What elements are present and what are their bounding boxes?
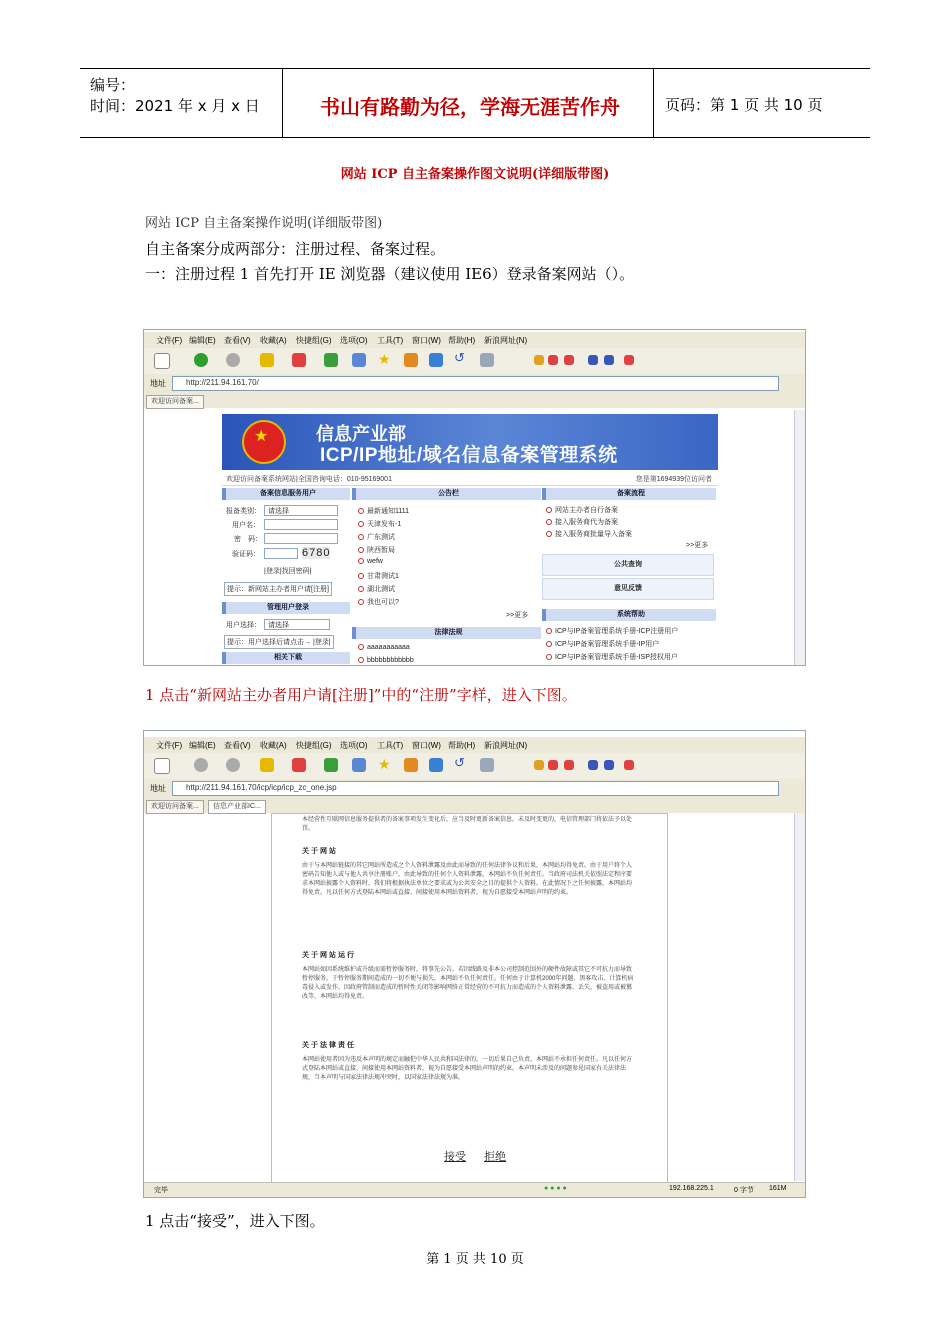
toolbar: [144, 348, 805, 375]
address-bar: [144, 374, 805, 393]
help-item[interactable]: [546, 652, 678, 662]
login-links[interactable]: |登录|找回密码|: [264, 568, 312, 575]
back-icon[interactable]: [194, 758, 208, 772]
tab-strip: [144, 797, 805, 813]
menu-item[interactable]: 查看(V): [224, 741, 251, 750]
tabs-icon[interactable]: [480, 758, 494, 772]
motto: 书山有路勤为径，学海无涯苦作舟: [320, 95, 620, 119]
group-icon[interactable]: [564, 355, 574, 365]
stop-icon[interactable]: [292, 758, 306, 772]
accept-button[interactable]: 接受: [444, 1151, 466, 1163]
bullet-icon: [546, 507, 552, 513]
law-title: 法律法规: [352, 627, 541, 639]
group-icon[interactable]: [548, 760, 558, 770]
menu-bar: [144, 332, 805, 348]
public-query-button[interactable]: 公共查询: [542, 554, 714, 576]
menu-item[interactable]: 编辑(E): [189, 336, 216, 345]
notice-item-label: 陕西暂局: [367, 547, 395, 554]
captcha-input[interactable]: [264, 548, 298, 559]
group-icon[interactable]: [564, 760, 574, 770]
law-item-label: aaaaaaaaaaa: [367, 644, 410, 651]
group-icon[interactable]: [588, 760, 598, 770]
up-icon[interactable]: [260, 758, 274, 772]
download-title: 相关下载: [222, 652, 350, 664]
bullet-icon: [358, 586, 364, 592]
bullet-icon: [546, 641, 552, 647]
register-hint[interactable]: 提示：新网站主办者用户请[注册]: [224, 582, 332, 596]
stop-icon[interactable]: [292, 353, 306, 367]
group-icon[interactable]: [604, 760, 614, 770]
notice-item[interactable]: [358, 571, 399, 581]
time-label: 时间：2021 年 x 月 x 日: [90, 97, 260, 115]
field-label: 验证码：: [232, 551, 260, 558]
scrollbar[interactable]: [794, 813, 805, 1181]
star-icon: ★: [254, 428, 269, 445]
captcha-image: 6780: [302, 547, 331, 559]
toolbar: [144, 753, 805, 780]
undo-icon[interactable]: ↺: [454, 350, 465, 365]
group-icon[interactable]: [534, 355, 544, 365]
menu-item[interactable]: 快捷组(G): [296, 336, 332, 345]
page-footer: 第 1 页 共 10 页: [426, 1252, 524, 1267]
header-divider: [282, 69, 283, 137]
notice-item[interactable]: [358, 584, 395, 594]
caption: 1 点击“新网站主办者用户请[注册]”中的“注册”字样，进入下图。: [145, 686, 577, 704]
address-label: 地址: [150, 379, 166, 388]
history-icon[interactable]: [404, 758, 418, 772]
flow-item-label: 接入服务商代为备案: [555, 519, 618, 526]
number-label: 编号：: [90, 76, 136, 94]
password-input[interactable]: [264, 533, 338, 544]
menu-item[interactable]: 帮助(H): [448, 741, 476, 750]
section-heading: 关于网站: [302, 848, 338, 855]
forward-icon[interactable]: [226, 758, 240, 772]
address-input[interactable]: [172, 376, 779, 391]
menu-item[interactable]: 帮助(H): [448, 336, 476, 345]
status-speed: 161M: [769, 1185, 787, 1192]
notice-item-label: 天津发布-1: [367, 521, 402, 528]
admin-hint: 提示：用户选择后请点击→ |登录|: [224, 635, 334, 649]
section-text: 由于与本网站链接的其它网站所造成之个人资料泄露及由此而导致的任何法律争议和后果，本网站均得免责。由于用户将个人密码告知他人或与他人共享注册账户，由此导致的任何个人资料泄露，本网站不负任何责任。当政府司法机关依照法定程序要求本网站披露个人资料时，我们将根据执法单位之要求或为公共安全之目的提供个人资料。在此情况下之任何披露，本网站均得免责。凡以任何方式登陆本网站或直接、间接使用本网站资料者，视为自愿接受本网站声明的约束。: [302, 863, 633, 896]
visitor-count: 您是第1694939位访问者: [635, 476, 712, 483]
history-icon[interactable]: [404, 353, 418, 367]
menu-item[interactable]: 查看(V): [224, 336, 251, 345]
notice-item-label: 最新通知1111: [367, 508, 410, 515]
scrollbar[interactable]: [794, 410, 805, 665]
address-url: http://211.94.161.70/: [186, 378, 259, 387]
status-text: 完毕: [154, 1187, 168, 1194]
header-meta: [90, 75, 260, 117]
status-icons: ● ● ● ●: [544, 1185, 567, 1192]
favorites-icon[interactable]: ★: [378, 351, 391, 367]
section-text: 本网站如因系统维护或升级而需暂停服务时，将事先公告。若因线路及非本公司控制范围外的硬件故障或其它不可抗力而导致暂停服务，于暂停服务期间造成的一切不便与损失，本网站不负任何责任。任何由于计算机2000年问题、黑客攻击、计算机病毒侵入或发作、因政府管制而造成的暂时性关闭等影响网络正常经营的不可抗力而造成的个人资料泄露、丢失、被盗用或被篡改等，本网站均得免责。: [302, 967, 634, 1000]
menu-bar: [144, 737, 805, 753]
tab-strip: [144, 392, 805, 408]
flow-item-label: 网站主办者自行备案: [555, 507, 618, 514]
group-icon[interactable]: [604, 355, 614, 365]
bullet-icon: [358, 534, 364, 540]
bullet-icon: [358, 657, 364, 663]
login-panel-title: 备案信息服务用户: [222, 488, 350, 500]
group-icon[interactable]: [534, 760, 544, 770]
browser-tab[interactable]: 欢迎访问备案...: [146, 395, 204, 409]
close-icon[interactable]: [624, 760, 634, 770]
document-title: 网站 ICP 自主备案操作图文说明(详细版带图): [340, 167, 610, 182]
bullet-icon: [358, 599, 364, 605]
banner-title: 信息产业部: [316, 424, 406, 444]
admin-panel-title: 管理用户登录: [222, 602, 350, 614]
notice-item-label: 甘肃测试1: [367, 573, 399, 580]
agreement-intro: 本经营性互联网信息服务提供者的备案事项发生变化后，应当及时更新备案信息。未及时变更的，电信管理部门将依法予以处罚。: [302, 817, 633, 832]
notice-item[interactable]: [358, 506, 409, 516]
menu-item[interactable]: 工具(T): [377, 336, 404, 345]
help-title: 系统帮助: [542, 609, 716, 621]
section-text: 本网站使用者因为违反本声明的规定而触犯中华人民共和国法律的，一切后果自己负责，本网站不承担任何责任。凡以任何方式登陆本网站或直接、间接使用本网站资料者，视为自愿接受本网站声明的约束。本声明未涉及的问题参见国家有关法律法规，当本声明与国家法律法规冲突时，以国家法律法规为准。: [302, 1057, 633, 1081]
status-ip: 192.168.225.1: [669, 1185, 714, 1192]
field-label: 报备类别：: [226, 508, 261, 515]
browser-tab[interactable]: 欢迎访问备案...: [146, 800, 204, 814]
law-item[interactable]: [358, 644, 410, 651]
bullet-icon: [546, 519, 552, 525]
forward-icon[interactable]: [226, 353, 240, 367]
menu-item[interactable]: 文件(F): [156, 336, 183, 345]
law-item-label: bbbbbbbbbbbb: [367, 657, 414, 664]
notice-item-label: wefw: [367, 558, 383, 565]
menu-item[interactable]: 快捷组(G): [296, 741, 332, 750]
field-label: 密 码：: [234, 536, 262, 543]
back-icon[interactable]: [194, 353, 208, 367]
welcome-text: 欢迎访问备案系统网站|全国咨询电话：010-95169001: [226, 476, 392, 483]
flow-item[interactable]: [546, 529, 632, 539]
notice-item-label: 广东测试: [367, 534, 395, 541]
bullet-icon: [358, 508, 364, 514]
notice-item[interactable]: [358, 519, 401, 529]
flow-title: 备案流程: [542, 488, 716, 500]
intro-line: 一：注册过程 1 首先打开 IE 浏览器（建议使用 IE6）登录备案网站（）。: [145, 265, 635, 283]
flow-item[interactable]: [546, 505, 618, 515]
field-label: 用户选择：: [226, 622, 261, 629]
bullet-icon: [358, 521, 364, 527]
intro-line: 自主备案分成两部分：注册过程、备案过程。: [145, 240, 446, 258]
reject-button[interactable]: 拒绝: [484, 1151, 506, 1163]
notice-item[interactable]: [358, 545, 395, 555]
page-info: 页码：第 1 页 共 10 页: [665, 96, 823, 114]
refresh-icon[interactable]: [324, 353, 338, 367]
new-page-icon[interactable]: [154, 758, 170, 774]
section-heading: 关于法律责任: [302, 1042, 356, 1049]
status-bytes: 0 字节: [734, 1187, 754, 1194]
bullet-icon: [358, 547, 364, 553]
header-divider: [653, 69, 654, 137]
address-label: 地址: [150, 784, 166, 793]
help-item-label: ICP与IP备案管理系统手册-ICP注册用户: [555, 628, 679, 635]
notice-item-label: 我也可以?: [367, 599, 399, 606]
menu-item[interactable]: 选项(O): [340, 741, 368, 750]
intro-line: 网站 ICP 自主备案操作说明(详细版带图): [145, 216, 383, 231]
caption: 1 点击“接受”，进入下图。: [145, 1212, 325, 1230]
section-heading: 关于网站运行: [302, 952, 356, 959]
bullet-icon: [546, 654, 552, 660]
help-item[interactable]: [546, 626, 678, 636]
header-table: [80, 68, 870, 138]
menu-item[interactable]: 窗口(W): [412, 336, 441, 345]
notice-item[interactable]: [358, 558, 383, 565]
flow-item[interactable]: [546, 517, 618, 527]
mail-icon[interactable]: [429, 353, 443, 367]
help-item-label: ICP与IP备案管理系统手册-IP用户: [555, 641, 660, 648]
tabs-icon[interactable]: [480, 353, 494, 367]
address-url: http://211.94.161.70/icp/icp/icp_zc_one.jsp: [186, 783, 337, 792]
menu-item[interactable]: 新浪网址(N): [484, 336, 528, 345]
info-line: [222, 471, 718, 486]
bullet-icon: [546, 531, 552, 537]
bullet-icon: [358, 573, 364, 579]
status-bar: [144, 1182, 805, 1197]
bullet-icon: [358, 558, 364, 564]
agreement-panel: [271, 813, 668, 1183]
more-link[interactable]: >>更多: [506, 612, 529, 619]
more-link[interactable]: >>更多: [686, 542, 709, 549]
group-icon[interactable]: [548, 355, 558, 365]
screenshot-agreement: [143, 730, 806, 1198]
help-item[interactable]: [546, 639, 659, 649]
undo-icon[interactable]: ↺: [454, 755, 465, 770]
bullet-icon: [546, 628, 552, 634]
help-item-label: ICP与IP备案管理系统手册-ISP授权用户: [555, 654, 678, 661]
notice-item[interactable]: [358, 532, 395, 542]
banner-subtitle: ICP/IP地址/域名信息备案管理系统: [320, 445, 618, 466]
notice-item[interactable]: [358, 597, 399, 607]
menu-item[interactable]: 文件(F): [156, 741, 183, 750]
group-icon[interactable]: [588, 355, 598, 365]
menu-item[interactable]: 工具(T): [377, 741, 404, 750]
feedback-button[interactable]: 意见反馈: [542, 578, 714, 600]
browser-tab-active[interactable]: 信息产业部IC...: [208, 800, 266, 814]
law-item[interactable]: [358, 657, 414, 664]
menu-item[interactable]: 收藏(A): [260, 741, 287, 750]
select-placeholder: 请选择: [268, 622, 289, 629]
screenshot-homepage: [143, 329, 806, 666]
username-input[interactable]: [264, 519, 338, 530]
menu-item[interactable]: 编辑(E): [189, 741, 216, 750]
mail-icon[interactable]: [429, 758, 443, 772]
favorites-icon[interactable]: ★: [378, 756, 391, 772]
home-icon[interactable]: [352, 353, 366, 367]
menu-item[interactable]: 新浪网址(N): [484, 741, 528, 750]
field-label: 用户名：: [232, 522, 260, 529]
close-icon[interactable]: [624, 355, 634, 365]
select-placeholder: 请选择: [268, 508, 289, 515]
new-page-icon[interactable]: [154, 353, 170, 369]
home-icon[interactable]: [352, 758, 366, 772]
menu-item[interactable]: 收藏(A): [260, 336, 287, 345]
refresh-icon[interactable]: [324, 758, 338, 772]
notice-item-label: 湖北测试: [367, 586, 395, 593]
menu-item[interactable]: 窗口(W): [412, 741, 441, 750]
notice-title: 公告栏: [352, 488, 541, 500]
flow-item-label: 接入服务商批量导入备案: [555, 531, 632, 538]
up-icon[interactable]: [260, 353, 274, 367]
menu-item[interactable]: 选项(O): [340, 336, 368, 345]
address-bar: [144, 779, 805, 798]
bullet-icon: [358, 644, 364, 650]
